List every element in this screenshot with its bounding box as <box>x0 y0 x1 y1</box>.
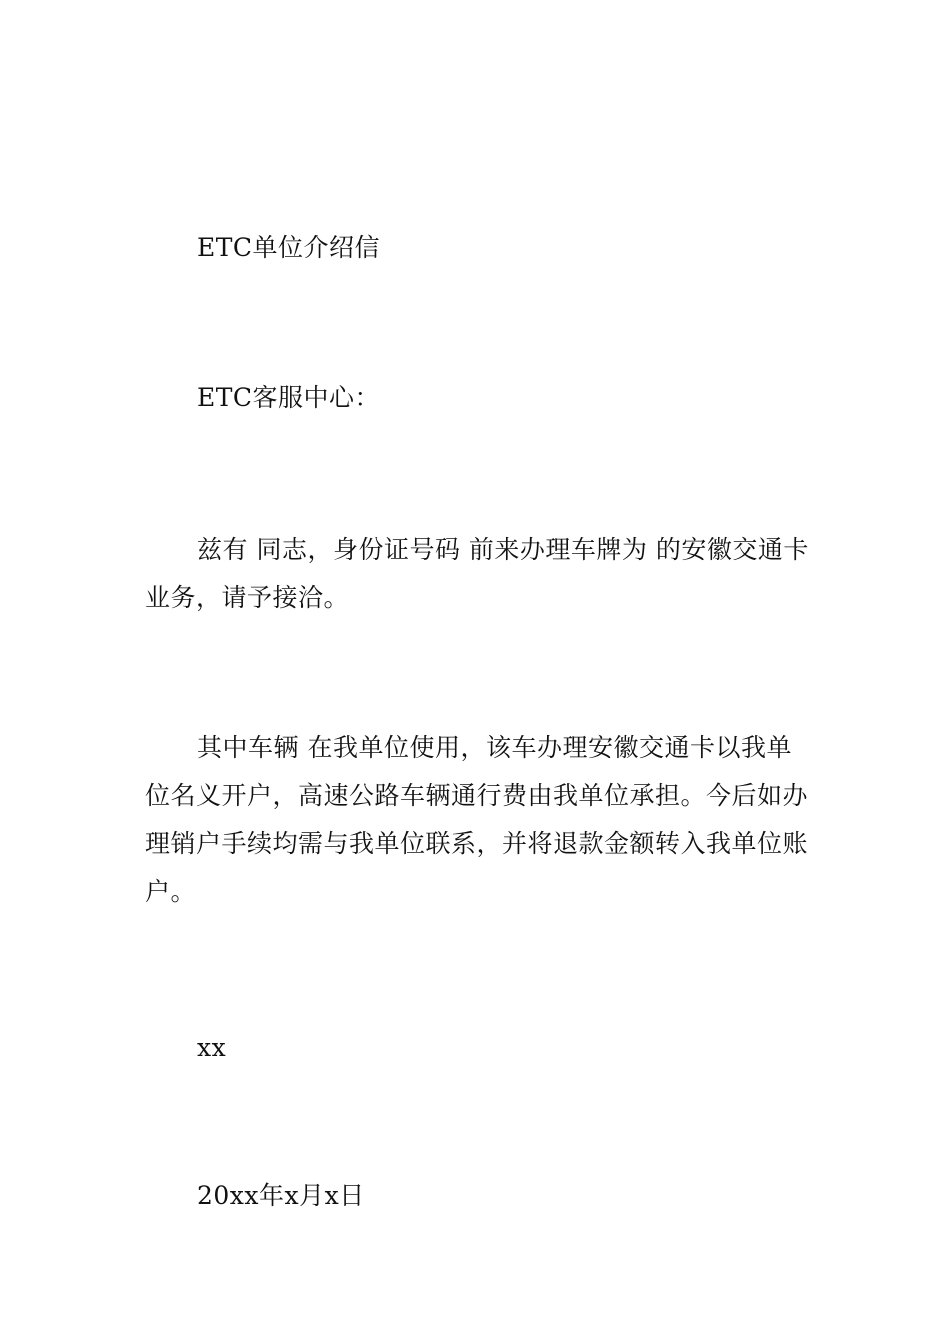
salutation: ETC客服中心： <box>197 383 381 412</box>
document-title: ETC单位介绍信 <box>197 233 381 262</box>
body-paragraph-introduction: 兹有 同志，身份证号码 前来办理车牌为 的安徽交通卡 业务，请予接洽。 <box>145 535 809 612</box>
signature-unit: xx <box>197 1033 227 1062</box>
body-paragraph-vehicle-terms: 其中车辆 在我单位使用，该车办理安徽交通卡以我单位名义开户，高速公路车辆通行费由我单位承担。今后如办理销户手续均需与我单位联系，并将退款金额转入我单位账户。 <box>145 733 809 906</box>
signature-date: 20xx年x月x日 <box>197 1181 365 1210</box>
